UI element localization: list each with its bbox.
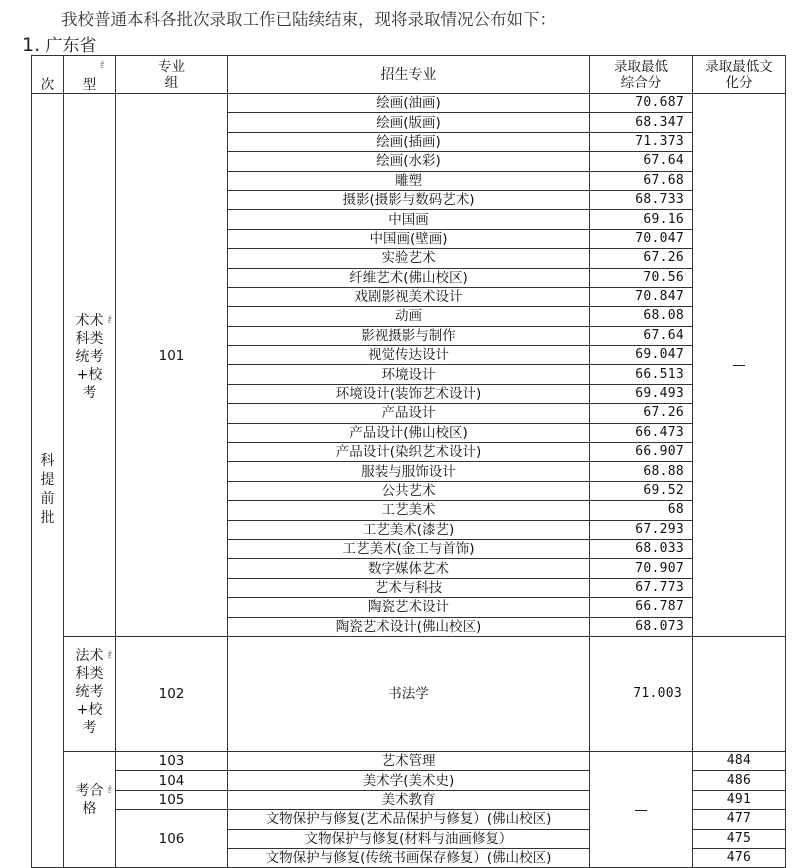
admission-table: [31, 55, 786, 868]
category-mark: 纟: [107, 316, 117, 326]
min-total-score: 67.26: [590, 404, 693, 423]
category-cell: [64, 94, 116, 637]
header-min-culture: [693, 56, 786, 94]
major-name: 工艺美术(漆艺): [228, 520, 590, 539]
header-type-mark: 纟: [99, 61, 109, 71]
major-name: 公共艺术: [228, 481, 590, 500]
category-mark: 纟: [107, 785, 117, 796]
min-culture-score: 477: [693, 810, 786, 829]
major-name: 绘画(水彩): [228, 152, 590, 171]
major-name: 艺术与科技: [228, 578, 590, 597]
min-total-score: 69.52: [590, 481, 693, 500]
min-total-score: 70.047: [590, 229, 693, 248]
min-culture-score: 491: [693, 790, 786, 809]
major-name: 文物保护与修复(传统书画保存修复）(佛山校区): [228, 848, 590, 867]
min-total-score: 70.847: [590, 287, 693, 306]
major-name: 产品设计: [228, 404, 590, 423]
group-code-cell: 104: [116, 771, 228, 790]
table-row: [32, 636, 786, 751]
major-name: 视觉传达设计: [228, 346, 590, 365]
major-name: 文物保护与修复(艺术品保护与修复）(佛山校区): [228, 810, 590, 829]
major-name: 环境设计(装饰艺术设计): [228, 384, 590, 403]
batch-cell: [32, 94, 64, 868]
major-name: 绘画(油画): [228, 94, 590, 113]
min-total-score: 70.687: [590, 94, 693, 113]
major-name: 实验艺术: [228, 249, 590, 268]
min-total-score: 67.64: [590, 152, 693, 171]
min-total-score: 69.047: [590, 346, 693, 365]
min-culture-score: 476: [693, 848, 786, 867]
major-name: 服装与服饰设计: [228, 462, 590, 481]
min-total-score: 70.907: [590, 559, 693, 578]
major-name: 雕塑: [228, 171, 590, 190]
group-code-cell: 105: [116, 790, 228, 809]
min-total-score: 66.907: [590, 443, 693, 462]
category-label: 法术科类统考+校考 纟: [75, 647, 117, 736]
major-name: 动画: [228, 307, 590, 326]
header-type-label: 型: [82, 77, 97, 93]
batch-label: 科提前批: [40, 453, 55, 526]
group-code-cell: 101: [116, 94, 228, 637]
group-code-cell: 102: [116, 636, 228, 751]
major-name: 陶瓷艺术设计(佛山校区): [228, 617, 590, 636]
min-total-score: 67.773: [590, 578, 693, 597]
min-total-score: 71.003: [590, 636, 693, 751]
region-name: 广东省: [45, 36, 97, 56]
group-code-cell: 103: [116, 751, 228, 770]
header-group: [116, 56, 228, 94]
major-name: 环境设计: [228, 365, 590, 384]
header-group-label: 专业组: [158, 58, 185, 91]
min-total-score: 68.88: [590, 462, 693, 481]
min-total-score: 67.64: [590, 326, 693, 345]
min-total-score: 67.68: [590, 171, 693, 190]
major-name: 文物保护与修复(材料与油画修复）: [228, 829, 590, 848]
major-name: 纤维艺术(佛山校区): [228, 268, 590, 287]
header-batch: 次: [32, 56, 64, 94]
min-total-score: 68.08: [590, 307, 693, 326]
min-culture-score: 486: [693, 771, 786, 790]
min-total-score: 66.787: [590, 598, 693, 617]
major-name: 工艺美术: [228, 501, 590, 520]
min-total-score: 69.493: [590, 384, 693, 403]
major-name: 美术学(美术史): [228, 771, 590, 790]
category-mark: 纟: [107, 650, 117, 661]
table-row: [32, 751, 786, 770]
header-min-total-label: 录取最低综合分: [614, 58, 668, 91]
category-cell: [64, 636, 116, 751]
min-total-score: 68.733: [590, 190, 693, 209]
intro-text: 我校普通本科各批次录取工作已陆续结束，现将录取情况公布如下：: [61, 10, 556, 29]
header-type: [64, 56, 116, 94]
header-min-total: [590, 56, 693, 94]
group-code-cell: 106: [116, 810, 228, 868]
major-name: 影视摄影与制作: [228, 326, 590, 345]
min-total-score: 67.26: [590, 249, 693, 268]
major-name: 艺术管理: [228, 751, 590, 770]
min-total-score: 66.513: [590, 365, 693, 384]
category-cell: [64, 751, 116, 867]
min-total-score: 68.347: [590, 113, 693, 132]
min-total-score: 71.373: [590, 132, 693, 151]
min-total-cell: —: [590, 751, 693, 867]
category-label: 考合格 纟: [75, 782, 117, 817]
major-name: 书法学: [228, 636, 590, 751]
header-major: 招生专业: [228, 56, 590, 94]
major-name: 摄影(摄影与数码艺术): [228, 190, 590, 209]
major-name: 戏剧影视美术设计: [228, 287, 590, 306]
major-name: 数字媒体艺术: [228, 559, 590, 578]
min-total-score: 67.293: [590, 520, 693, 539]
major-name: 美术教育: [228, 790, 590, 809]
major-name: 绘画(版画): [228, 113, 590, 132]
category-label: 术术科类统考+校考 纟: [75, 313, 117, 401]
table-row: [32, 94, 786, 113]
min-culture-score: 475: [693, 829, 786, 848]
major-name: 工艺美术(金工与首饰): [228, 539, 590, 558]
major-name: 中国画: [228, 210, 590, 229]
min-total-score: 68: [590, 501, 693, 520]
region-heading: [22, 31, 97, 56]
min-total-score: 68.033: [590, 539, 693, 558]
min-total-score: 68.073: [590, 617, 693, 636]
min-total-score: 70.56: [590, 268, 693, 287]
major-name: 陶瓷艺术设计: [228, 598, 590, 617]
major-name: 绘画(插画): [228, 132, 590, 151]
major-name: 中国画(壁画): [228, 229, 590, 248]
min-culture-score: 484: [693, 751, 786, 770]
region-number: 1.: [22, 34, 41, 56]
major-name: 产品设计(佛山校区): [228, 423, 590, 442]
min-culture-cell: —: [693, 94, 786, 637]
min-culture-cell: [693, 636, 786, 751]
header-min-culture-label: 录取最低文化分: [705, 58, 773, 91]
min-total-score: 69.16: [590, 210, 693, 229]
min-total-score: 66.473: [590, 423, 693, 442]
table-header-row: [32, 56, 786, 94]
major-name: 产品设计(染织艺术设计): [228, 443, 590, 462]
